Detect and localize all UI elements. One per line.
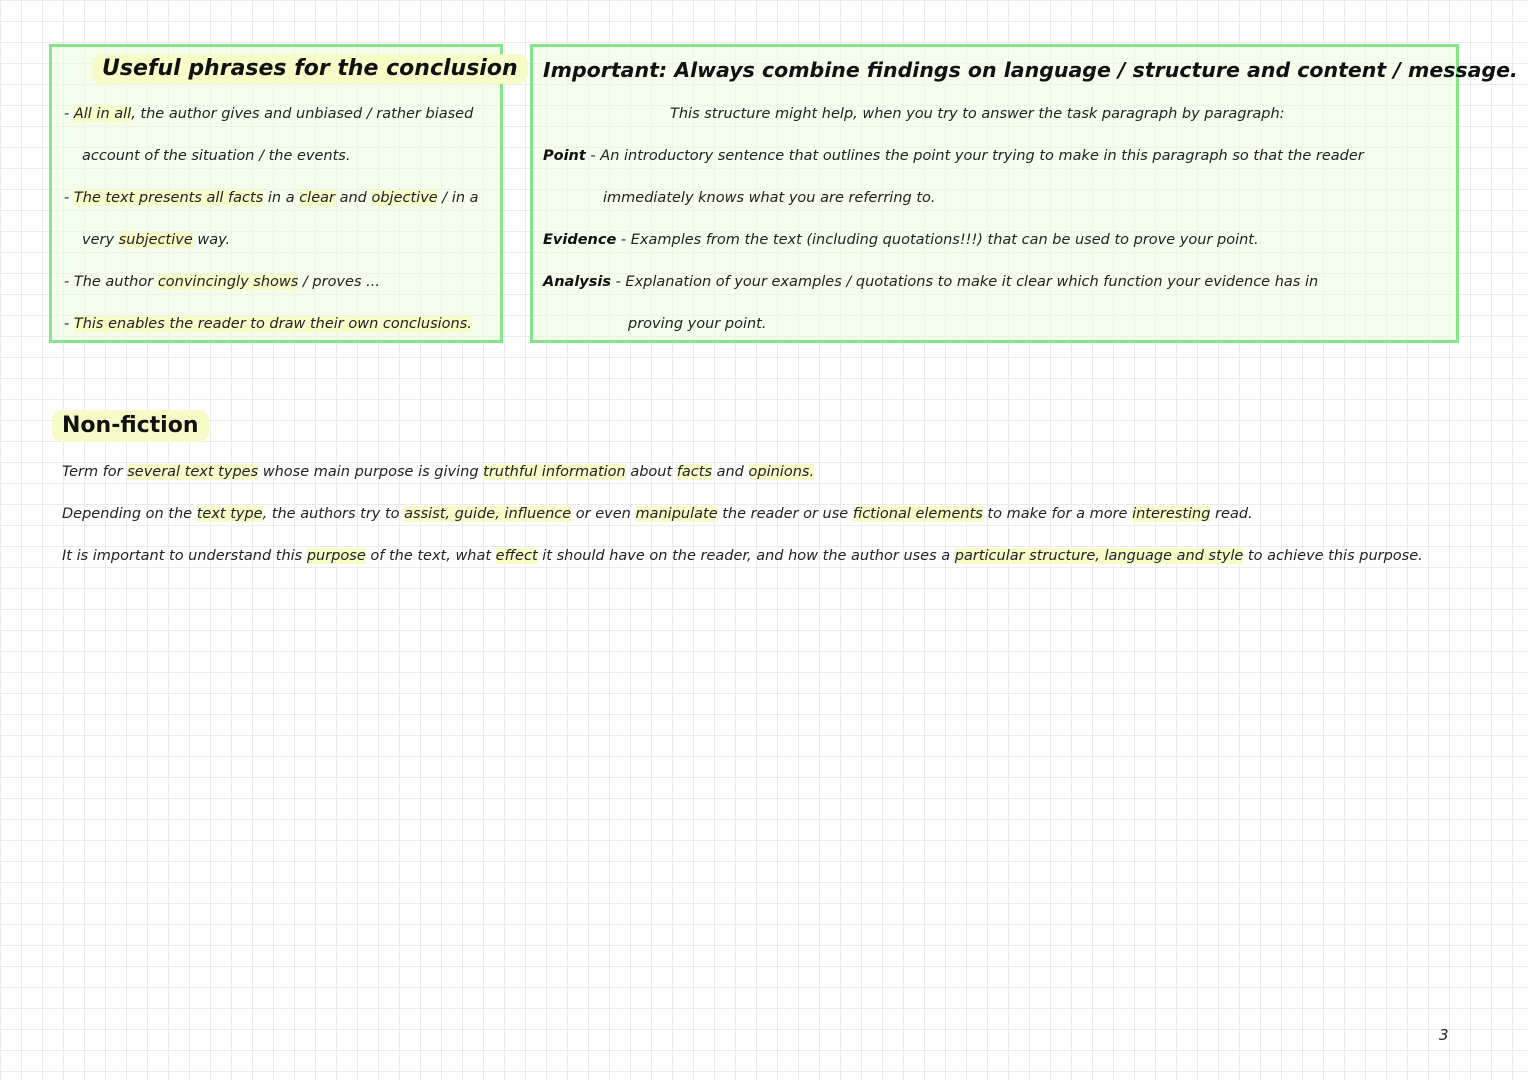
conclusion-line-6: - This enables the reader to draw their own conclusions. <box>64 316 472 332</box>
point-line: Point - An introductory sentence that outlines the point your trying to make in this paragraph so that the reader <box>543 148 1364 164</box>
evidence-line: Evidence - Examples from the text (including quotations!!!) that can be used to prove your point. <box>543 232 1259 248</box>
non-fiction-paragraph-2: Depending on the text type, the authors try to assist, guide, influence or even manipulate the reader or use fictional elements to make for a more interesting read. <box>62 506 1253 522</box>
conclusion-line-4: very subjective way. <box>82 232 231 248</box>
analysis-label: Analysis <box>543 274 611 290</box>
evidence-label: Evidence <box>543 232 617 248</box>
conclusion-line-5: - The author convincingly shows / proves ... <box>64 274 380 290</box>
conclusion-line-3: - The text presents all facts in a clear and objective / in a <box>64 190 479 206</box>
non-fiction-paragraph-1: Term for several text types whose main purpose is giving truthful information about facts and opinions. <box>62 464 815 480</box>
page-number: 3 <box>1439 1026 1449 1044</box>
conclusion-line-2: account of the situation / the events. <box>82 148 351 164</box>
non-fiction-heading: Non-fiction <box>52 410 209 442</box>
conclusion-box-title: Useful phrases for the conclusion <box>92 54 528 84</box>
conclusion-line-1: - All in all, the author gives and unbiased / rather biased <box>64 106 474 122</box>
structure-box-title: Important: Always combine findings on language / structure and content / message. <box>543 58 1518 82</box>
analysis-line: Analysis - Explanation of your examples / quotations to make it clear which function your evidence has in <box>543 274 1319 290</box>
analysis-line-2: proving your point. <box>628 316 767 332</box>
structure-intro: This structure might help, when you try to answer the task paragraph by paragraph: <box>670 106 1285 122</box>
non-fiction-paragraph-3: It is important to understand this purpose of the text, what effect it should have on the reader, and how the author uses a particular structure, language and style to achieve this purpose. <box>62 548 1423 564</box>
point-line-2: immediately knows what you are referring to. <box>603 190 936 206</box>
point-label: Point <box>543 148 586 164</box>
